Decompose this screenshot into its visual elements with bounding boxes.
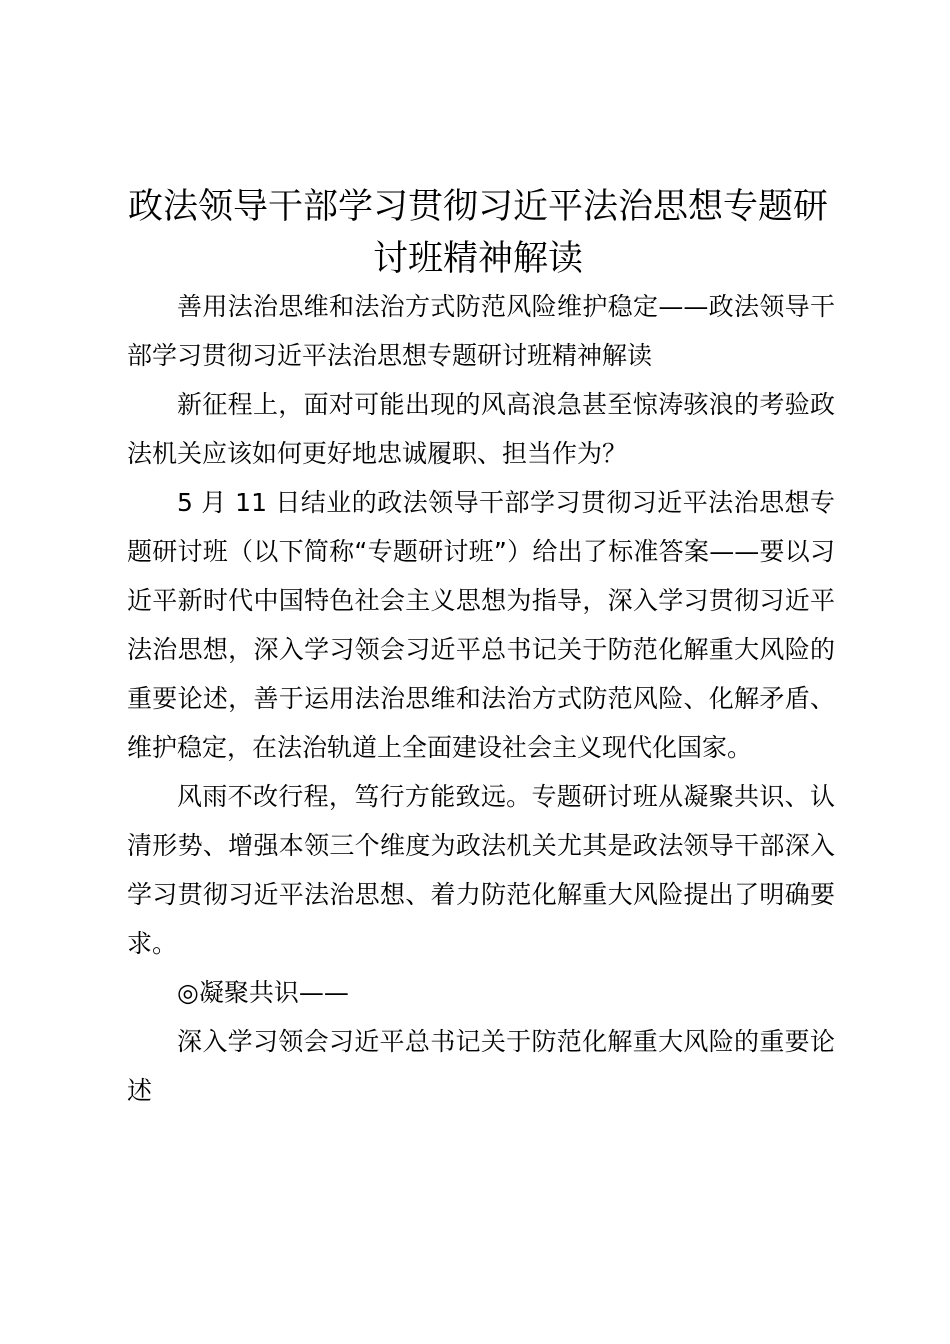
paragraph-answer: 5 月 11 日结业的政法领导干部学习贯彻习近平法治思想专题研讨班（以下简称“专题研讨班”）给出了标准答案——要以习近平新时代中国特色社会主义思想为指导，深入学习贯彻习近平法治思想，深入学习领会习近平总书记关于防范化解重大风险的重要论述，善于运用法治思维和法治方式防范风险、化解矛盾、维护稳定，在法治轨道上全面建设社会主义现代化国家。 xyxy=(127,488,835,762)
paragraph-question: 新征程上，面对可能出现的风高浪急甚至惊涛骇浪的考验政法机关应该如何更好地忠诚履职、担当作为？ xyxy=(127,390,835,468)
document-body xyxy=(127,282,835,1115)
paragraph-subtitle: 善用法治思维和法治方式防范风险维护稳定——政法领导干部学习贯彻习近平法治思想专题研讨班精神解读 xyxy=(127,292,835,370)
section-heading-consensus: ◎凝聚共识—— xyxy=(177,978,349,1007)
paragraph-requirements: 风雨不改行程，笃行方能致远。专题研讨班从凝聚共识、认清形势、增强本领三个维度为政法机关尤其是政法领导干部深入学习贯彻习近平法治思想、着力防范化解重大风险提出了明确要求。 xyxy=(127,782,835,958)
document-title: 政法领导干部学习贯彻习近平法治思想专题研讨班精神解读 xyxy=(127,187,828,279)
paragraph-section-intro: 深入学习领会习近平总书记关于防范化解重大风险的重要论述 xyxy=(127,1027,835,1105)
